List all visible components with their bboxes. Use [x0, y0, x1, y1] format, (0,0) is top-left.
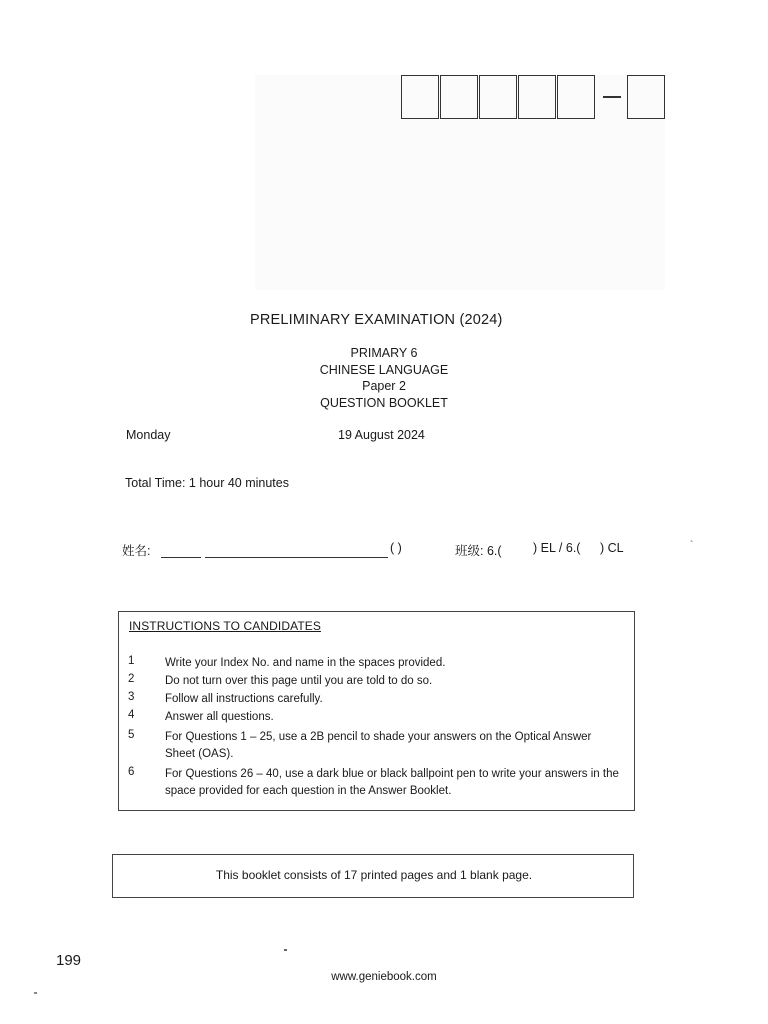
- booklet-type: QUESTION BOOKLET: [320, 396, 448, 410]
- instructions-heading: INSTRUCTIONS TO CANDIDATES: [129, 619, 321, 633]
- booklet-note-box: [112, 854, 634, 898]
- instruction-text: Answer all questions.: [165, 711, 274, 723]
- exam-level: PRIMARY 6: [350, 346, 418, 360]
- register-number-parens: ( ): [390, 541, 402, 555]
- exam-day: Monday: [126, 428, 171, 442]
- index-digit-box: [479, 75, 517, 119]
- instruction-number: 6: [128, 766, 135, 778]
- stray-mark: `: [690, 540, 694, 551]
- instructions-box: [118, 611, 635, 811]
- instruction-number: 3: [128, 691, 135, 703]
- name-label: 姓名:: [122, 544, 151, 558]
- instruction-text: Follow all instructions carefully.: [165, 693, 323, 705]
- instruction-number: 5: [128, 729, 135, 741]
- class-label: 班级: 6.(: [455, 544, 502, 558]
- name-line: [161, 557, 201, 558]
- cl-class-label: ) CL: [600, 541, 624, 555]
- index-number-boxes: [401, 75, 671, 125]
- instruction-text: For Questions 1 – 25, use a 2B pencil to shade your answers on the Optical Answer Sheet (OAS).: [165, 731, 592, 760]
- name-line: [205, 557, 388, 558]
- instruction-number: 1: [128, 655, 135, 667]
- index-digit-box: [518, 75, 556, 119]
- exam-paper: Paper 2: [362, 379, 406, 393]
- candidate-details-row: [122, 541, 682, 561]
- total-time: Total Time: 1 hour 40 minutes: [125, 476, 289, 490]
- instruction-text: Do not turn over this page until you are told to do so.: [165, 675, 433, 687]
- footer-website: www.geniebook.com: [331, 971, 437, 983]
- instruction-number: 4: [128, 709, 135, 721]
- instruction-text: Write your Index No. and name in the spaces provided.: [165, 657, 446, 669]
- index-separator: [603, 96, 621, 98]
- scan-speck: [34, 992, 37, 994]
- scan-speck: [284, 949, 287, 951]
- index-digit-box: [401, 75, 439, 119]
- instruction-number: 2: [128, 673, 135, 685]
- index-digit-box: [440, 75, 478, 119]
- exam-subject: CHINESE LANGUAGE: [319, 363, 449, 377]
- index-digit-box: [557, 75, 595, 119]
- exam-title: PRELIMINARY EXAMINATION (2024): [250, 312, 503, 328]
- index-suffix-box: [627, 75, 665, 119]
- exam-date: 19 August 2024: [338, 428, 425, 442]
- booklet-page-count: This booklet consists of 17 printed pages and 1 blank page.: [215, 868, 533, 882]
- el-class-label: ) EL / 6.(: [533, 541, 581, 555]
- instruction-text: For Questions 26 – 40, use a dark blue or black ballpoint pen to write your answers in the space provided for each question in the Answer Booklet.: [165, 768, 619, 797]
- page-number: 199: [56, 952, 82, 969]
